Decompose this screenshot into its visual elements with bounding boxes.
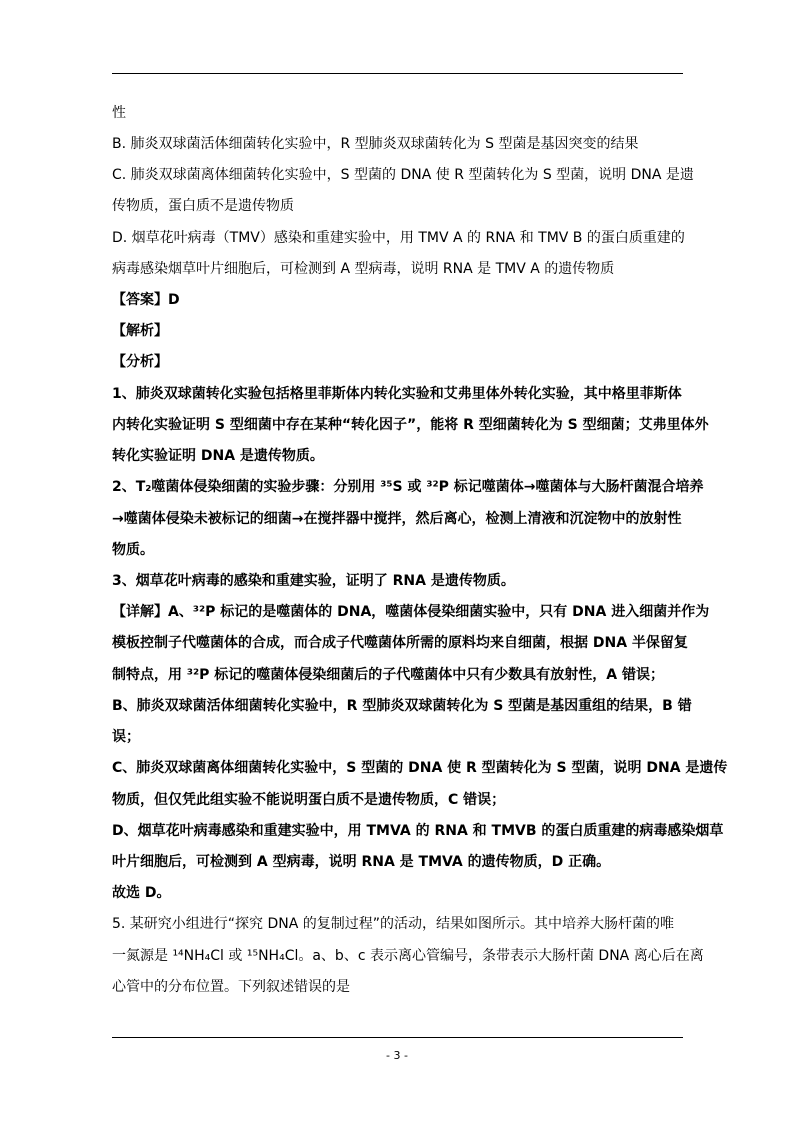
- text-line: 叶片细胞后，可检测到 A 型病毒，说明 RNA 是 TMVA 的遗传物质，D 正确。: [112, 854, 611, 870]
- option-d: D. 烟草花叶病毒（TMV）感染和重建实验中，用 TMV A 的 RNA 和 TMV B 的蛋白质重建的: [112, 230, 685, 246]
- text-line: 2、T₂噬菌体侵染细菌的实验步骤：分别用 ³⁵S 或 ³²P 标记噬菌体→噬菌体与大肠杆菌混合培养: [112, 479, 704, 495]
- footer-rule: [112, 1037, 683, 1038]
- analysis-label: 【解析】: [112, 323, 168, 339]
- text-line: 心管中的分布位置。下列叙述错误的是: [112, 979, 350, 995]
- text-line: 物质。: [112, 542, 154, 558]
- text-line: 制特点，用 ³²P 标记的噬菌体侵染细菌后的子代噬菌体中只有少数具有放射性，A 错误；: [112, 667, 664, 683]
- answer-label: 【答案】D: [112, 292, 180, 308]
- text-line: 传物质，蛋白质不是遗传物质: [112, 198, 294, 214]
- text-line: 1、肺炎双球菌转化实验包括格里菲斯体内转化实验和艾弗里体外转化实验，其中格里菲斯体: [112, 386, 682, 402]
- section-heading: 【分析】: [112, 354, 168, 370]
- text-line: 模板控制子代噬菌体的合成，而合成子代噬菌体所需的原料均来自细菌，根据 DNA 半保留复: [112, 635, 688, 651]
- header-rule: [112, 73, 683, 74]
- option-b: B. 肺炎双球菌活体细菌转化实验中，R 型肺炎双球菌转化为 S 型菌是基因突变的结果: [112, 136, 639, 152]
- text-line: 性: [112, 105, 126, 121]
- text-line: B、肺炎双球菌活体细菌转化实验中，R 型肺炎双球菌转化为 S 型菌是基因重组的结果，B 错: [112, 698, 692, 714]
- text-line: D、烟草花叶病毒感染和重建实验中，用 TMVA 的 RNA 和 TMVB 的蛋白质重建的病毒感染烟草: [112, 823, 724, 839]
- text-line: →噬菌体侵染未被标记的细菌→在搅拌器中搅拌，然后离心，检测上清液和沉淀物中的放射性: [112, 511, 682, 527]
- text-line: 误；: [112, 729, 140, 745]
- page-number: - 3 -: [386, 1049, 408, 1062]
- text-line: 故选 D。: [112, 885, 171, 901]
- text-line: 一氮源是 ¹⁴NH₄Cl 或 ¹⁵NH₄Cl。a、b、c 表示离心管编号，条带表示大肠杆菌 DNA 离心后在离: [112, 948, 704, 964]
- text-line: 内转化实验证明 S 型细菌中存在某种“转化因子”，能将 R 型细菌转化为 S 型细菌；艾弗里体外: [112, 417, 709, 433]
- text-line: 3、烟草花叶病毒的感染和重建实验，证明了 RNA 是遗传物质。: [112, 573, 515, 589]
- option-c: C. 肺炎双球菌离体细菌转化实验中，S 型菌的 DNA 使 R 型菌转化为 S 型菌，说明 DNA 是遗: [112, 167, 694, 183]
- detail-heading: 【详解】A、³²P 标记的是噬菌体的 DNA，噬菌体侵染细菌实验中，只有 DNA 进入细菌并作为: [112, 604, 710, 620]
- question-5: 5. 某研究小组进行“探究 DNA 的复制过程”的活动，结果如图所示。其中培养大肠杆菌的唯: [112, 916, 675, 932]
- text-line: 病毒感染烟草叶片细胞后，可检测到 A 型病毒，说明 RNA 是 TMV A 的遗传物质: [112, 261, 615, 277]
- text-line: 转化实验证明 DNA 是遗传物质。: [112, 448, 324, 464]
- text-line: 物质，但仅凭此组实验不能说明蛋白质不是遗传物质，C 错误；: [112, 792, 506, 808]
- text-line: C、肺炎双球菌离体细菌转化实验中，S 型菌的 DNA 使 R 型菌转化为 S 型菌，说明 DNA 是遗传: [112, 760, 728, 776]
